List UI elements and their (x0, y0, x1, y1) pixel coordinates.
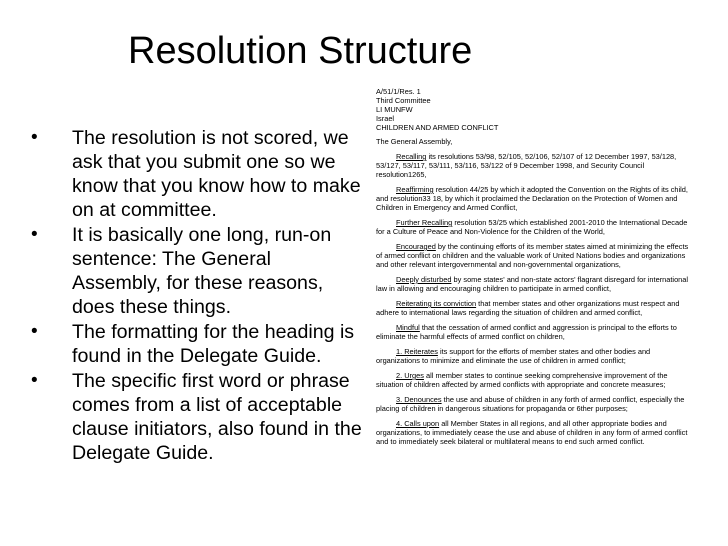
slide-title: Resolution Structure (128, 30, 473, 72)
doc-header-line: Third Committee (376, 96, 431, 105)
doc-clause (376, 299, 694, 317)
bullet-icon: • (31, 370, 38, 391)
bullet-icon: • (31, 127, 38, 148)
clause-keyword: Reiterating its conviction (396, 299, 477, 308)
clause-text: by the continuing efforts of its member states aimed at minimizing the effects of armed conflict on children and the valuable work of United Nations bodies and organizations and other relevant intergovernmental and non-governmental organizations, (376, 242, 689, 269)
clause-text: resolution 44/25 by which it adopted the Convention on the Rights of its child, and resolution33 18, by which it proclaimed the Declaration on the Protection of Women and Children in Emergency and Armed Conflict, (376, 185, 688, 212)
clause-keyword: 3. Denounces (396, 395, 442, 404)
doc-header-line: LI MUNFW (376, 105, 413, 114)
clause-keyword: Recalling (396, 152, 427, 161)
doc-clause (376, 371, 694, 389)
doc-opening: The General Assembly, (376, 137, 453, 146)
bullet-text: The specific first word or phrase comes from a list of acceptable clause initiators, also found in the Delegate Guide. (72, 370, 362, 464)
clause-text: that the cessation of armed conflict and aggression is principal to the efforts to eliminate the harmful effects of armed conflict on children, (376, 323, 677, 341)
bullet-text: The formatting for the heading is found in the Delegate Guide. (72, 321, 355, 367)
bullet-icon: • (31, 321, 38, 342)
bullet-text: It is basically one long, run-on sentence: The General Assembly, for these reasons, does these things. (72, 224, 332, 318)
bullet-text: The resolution is not scored, we ask that you submit one so we know that you know how to make on at committee. (72, 127, 361, 221)
clause-text: its support for the efforts of member states and other bodies and organizations to minimize and eliminate the use of children in armed conflict; (376, 347, 651, 365)
doc-clause (376, 419, 694, 446)
clause-text: its resolutions 53/98, 52/105, 52/106, 52/107 of 12 December 1997, 53/128, 53/127, 53/117, 53/111, 53/116, 53/122 of 9 December 1998, and Security Council resolution1265, (376, 152, 677, 179)
bullet-item (24, 223, 364, 319)
clause-keyword: 2. Urges (396, 371, 424, 380)
clause-text: all Member States in all regions, and all other appropriate bodies and organizations, to immediately cease the use and abuse of children in any form of armed conflict and to immediately seek bilateral or multilateral means to end such armed conflict. (376, 419, 688, 446)
bullet-item (24, 320, 364, 368)
doc-clause (376, 242, 694, 269)
clause-text: all member states to continue seeking comprehensive improvement of the situation of children affected by armed conflicts with appropriate and concrete measures; (376, 371, 668, 389)
doc-clause (376, 395, 694, 413)
bullet-icon: • (31, 224, 38, 245)
clause-keyword: Reaffirming (396, 185, 434, 194)
clause-keyword: 1. Reiterates (396, 347, 438, 356)
doc-clause (376, 218, 694, 236)
clause-keyword: Deeply disturbed (396, 275, 452, 284)
bullet-item (24, 126, 364, 222)
clause-text: resolution 53/25 which established 2001-2010 the International Decade for a Culture of Peace and Non-Violence for the Children of the World, (376, 218, 688, 236)
doc-clause (376, 323, 694, 341)
resolution-document (376, 87, 694, 452)
clause-keyword: Further Recalling (396, 218, 453, 227)
clause-keyword: Mindful (396, 323, 420, 332)
doc-clause (376, 185, 694, 212)
doc-clause (376, 275, 694, 293)
clause-text: by some states' and non-state actors' flagrant disregard for international law in allowing and encouraging children to participate in armed conflict, (376, 275, 689, 293)
clause-text: that member states and other organizations must respect and adhere to international laws regarding the situation of children and armed conflict, (376, 299, 680, 317)
doc-clause (376, 152, 694, 179)
clause-keyword: Encouraged (396, 242, 436, 251)
doc-clause (376, 347, 694, 365)
clause-keyword: 4. Calls upon (396, 419, 440, 428)
doc-header-line: A/51/1/Res. 1 (376, 87, 421, 96)
bullet-list (24, 126, 364, 466)
doc-header-line: Israel (376, 114, 395, 123)
bullet-item (24, 369, 364, 465)
clause-text: the use and abuse of children in any forth of armed conflict, especially the placing of children in dangerous situations for propaganda or 6ther purposes; (376, 395, 685, 413)
doc-header-line: CHILDREN AND ARMED CONFLICT (376, 123, 499, 132)
